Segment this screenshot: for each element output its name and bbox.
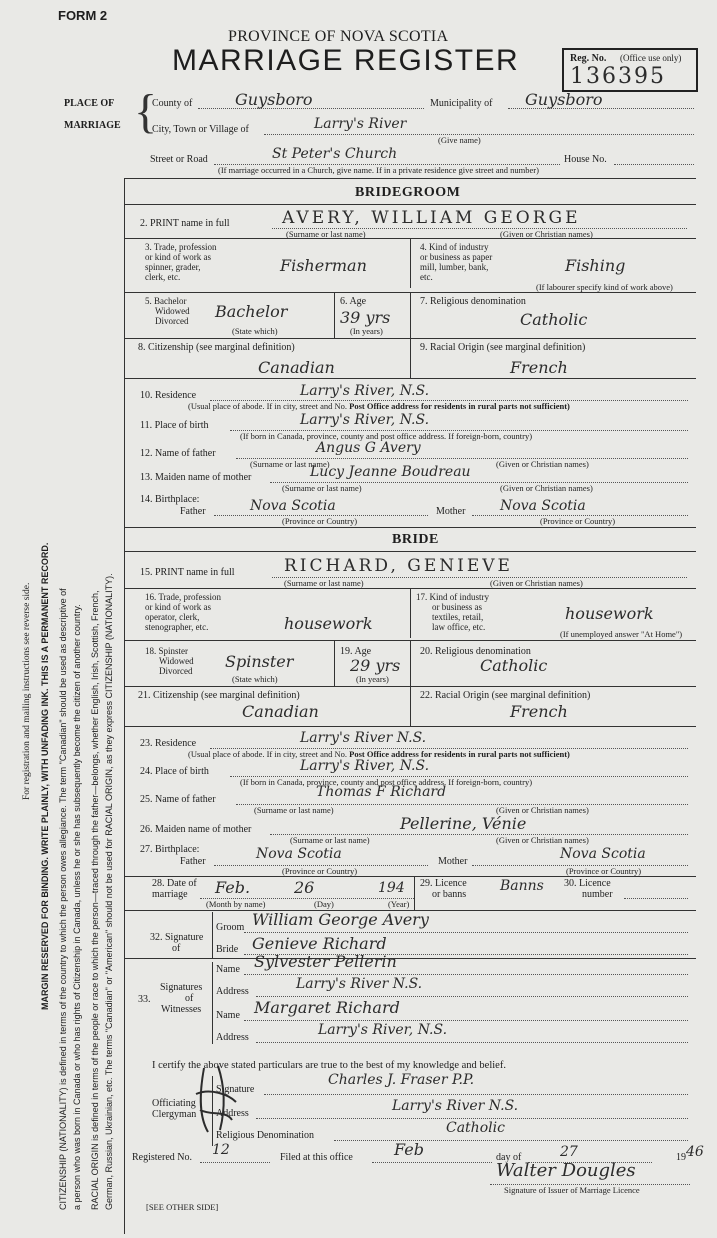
groom-father: Angus G Avery [316, 440, 421, 456]
groom-residence-sub: (Usual place of abode. If in city, street and No. Post Office address for residents in rural parts not sufficient) [188, 401, 570, 411]
bridegroom-heading: BRIDEGROOM [355, 185, 461, 200]
bride-state-which: (State which) [232, 674, 278, 684]
bride-birth-label: 24. Place of birth [140, 766, 209, 777]
marriage-year: 194 [378, 880, 405, 896]
groom-birthplace-label: 14. Birthplace: [140, 494, 200, 505]
bride-name: RICHARD, GENIEVE [284, 556, 513, 576]
bride-surname-sub: (Surname or last name) [284, 578, 364, 588]
groom-mother-bp-label: Mother [436, 506, 466, 517]
bride-father-label: 25. Name of father [140, 794, 216, 805]
bride-racial: French [510, 702, 568, 721]
marriage-month: Feb. [215, 878, 251, 897]
bride-citizenship: Canadian [242, 702, 319, 721]
bride-status: Spinster [225, 652, 294, 671]
county-label: County of [152, 98, 193, 109]
w1-name-label: Name [216, 964, 240, 975]
municipality-value: Guysboro [525, 90, 603, 109]
bride-birth-sub: (If born in Canada, province, county and post office address. If foreign-born, country) [240, 777, 533, 787]
bride-mother-bp: Nova Scotia [560, 846, 646, 862]
groom-residence-label: 10. Residence [140, 390, 197, 401]
street-label: Street or Road [150, 154, 208, 165]
registered-no: 12 [212, 1142, 230, 1158]
clergy-address: Larry's River N.S. [392, 1098, 519, 1114]
groom-print-label: 2. PRINT name in full [140, 218, 230, 229]
groom-citizenship-label: 8. Citizenship (see marginal definition) [138, 342, 295, 353]
groom-father-bp-sub: (Province or Country) [282, 516, 358, 526]
w2-name-label: Name [216, 1010, 240, 1021]
groom-birth-sub: (If born in Canada, province, county and post office address. If foreign-born, country) [240, 431, 533, 441]
bride-mother-bp-sub: (Province or Country) [566, 866, 642, 876]
groom-age-label: 6. Age [340, 296, 367, 307]
signature-label: 32. Signature of [150, 932, 204, 954]
bride-given-sub: (Given or Christian names) [490, 578, 583, 588]
groom-status: Bachelor [215, 302, 288, 321]
margin-line-3: CITIZENSHIP (NATIONALITY) is defined in terms of the country to which the person owes allegiance. The term "Canadian" should be used as descriptive of [58, 588, 68, 1210]
filed-label: Filed at this office [280, 1152, 353, 1163]
witnesses-label: 33. [138, 994, 151, 1005]
bride-religion-label: 20. Religious denomination [420, 646, 531, 657]
municipality-label: Municipality of [430, 98, 493, 109]
street-value: St Peter's Church [272, 146, 398, 162]
marriage-day: 26 [294, 878, 315, 897]
bride-birth: Larry's River, N.S. [300, 758, 430, 774]
groom-mother-surname-sub: (Surname or last name) [282, 483, 362, 493]
groom-mother-label: 13. Maiden name of mother [140, 472, 252, 483]
county-value: Guysboro [235, 90, 313, 109]
bride-signature: Genieve Richard [252, 934, 387, 953]
place-brace: { [134, 85, 158, 138]
filed-day: 27 [560, 1144, 578, 1160]
registered-label: Registered No. [132, 1152, 192, 1163]
bride-mother: Pellerine, Vénie [400, 814, 527, 833]
clergy-address-label: Address [216, 1108, 249, 1119]
bride-in-years: (In years) [356, 674, 389, 684]
groom-industry: Fishing [565, 256, 626, 275]
groom-father-bp-label: Father [180, 506, 206, 517]
day-of-label: day of [496, 1152, 522, 1163]
groom-given-sub: (Given or Christian names) [500, 229, 593, 239]
bride-age-label: 19. Age [340, 646, 372, 657]
groom-sig-label: Groom [216, 922, 245, 933]
reg-no-value: 136395 [570, 64, 666, 89]
bride-father-bp-sub: (Province or Country) [282, 866, 358, 876]
bride-mother-given-sub: (Given or Christian names) [496, 835, 589, 845]
page-title: MARRIAGE REGISTER [172, 44, 520, 77]
filed-year: 46 [686, 1144, 704, 1160]
groom-name: AVERY, WILLIAM GEORGE [282, 208, 581, 228]
groom-religion: Catholic [520, 310, 588, 329]
bride-racial-label: 22. Racial Origin (see marginal definition) [420, 690, 591, 701]
margin-line-2: MARGIN RESERVED FOR BINDING. WRITE PLAINLY, WITH UNFADING INK. THIS IS A PERMANENT RECORD. [40, 542, 50, 1010]
w2-address-label: Address [216, 1032, 249, 1043]
date-label: 28. Date of marriage [152, 878, 197, 900]
witness1-address: Larry's River N.S. [296, 976, 423, 992]
groom-racial-label: 9. Racial Origin (see marginal definition) [420, 342, 586, 353]
margin-line-4: a person who was born in Canada or who has rights of Citizenship in Canada, unless he or she has subsequently become the citizen of another country. [72, 604, 82, 1210]
groom-residence: Larry's River, N.S. [300, 383, 430, 399]
bride-birthplace-label: 27. Birthplace: [140, 844, 200, 855]
groom-mother-bp-sub: (Province or Country) [540, 516, 616, 526]
groom-racial: French [510, 358, 568, 377]
bride-print-label: 15. PRINT name in full [140, 567, 235, 578]
bride-trade: housework [284, 614, 373, 633]
groom-birth: Larry's River, N.S. [300, 412, 430, 428]
groom-mother-bp: Nova Scotia [500, 498, 586, 514]
reg-no-box [562, 48, 698, 92]
groom-birth-label: 11. Place of birth [140, 420, 209, 431]
house-label: House No. [564, 154, 607, 165]
clergy-mark [190, 1060, 242, 1140]
margin-line-1: For registration and mailing instructions see reverse side. [22, 582, 32, 800]
give-name-note: (Give name) [438, 135, 481, 145]
clergy-signature: Charles J. Fraser P.P. [328, 1072, 475, 1088]
groom-citizenship: Canadian [258, 358, 335, 377]
filed-year-prefix: 19 [676, 1152, 686, 1163]
bride-father-bp-label: Father [180, 856, 206, 867]
bride-trade-label: 16. Trade, profession or kind of work as operator, clerk, stenographer, etc. [145, 592, 221, 632]
groom-surname-sub: (Surname or last name) [286, 229, 366, 239]
see-other-side: [SEE OTHER SIDE] [146, 1202, 219, 1212]
groom-father-given-sub: (Given or Christian names) [496, 459, 589, 469]
issuer-label: Signature of Issuer of Marriage Licence [504, 1185, 640, 1195]
bride-status-label: 18. Spinster Widowed Divorced [145, 646, 194, 676]
groom-mother-given-sub: (Given or Christian names) [500, 483, 593, 493]
bride-age: 29 yrs [350, 656, 401, 675]
groom-father-surname-sub: (Surname or last name) [250, 459, 330, 469]
clergy-religion: Catholic [446, 1120, 505, 1136]
groom-father-bp: Nova Scotia [250, 498, 336, 514]
w1-address-label: Address [216, 986, 249, 997]
day-sub: (Day) [314, 899, 334, 909]
bride-father-surname-sub: (Surname or last name) [254, 805, 334, 815]
province-heading: PROVINCE OF NOVA SCOTIA [228, 28, 449, 45]
bride-mother-surname-sub: (Surname or last name) [290, 835, 370, 845]
bride-mother-bp-label: Mother [438, 856, 468, 867]
year-sub: (Year) [388, 899, 410, 909]
issuer-signature: Walter Dougles [496, 1160, 636, 1181]
witness2-address: Larry's River, N.S. [318, 1022, 448, 1038]
city-value: Larry's River [314, 116, 407, 132]
groom-status-label: 5. Bachelor Widowed Divorced [145, 296, 190, 326]
bride-father-bp: Nova Scotia [256, 846, 342, 862]
clergy-sig-label: Signature [216, 1084, 255, 1095]
groom-industry-label: 4. Kind of industry or business as paper mill, lumber, bank, etc. [420, 242, 493, 282]
bride-residence-sub: (Usual place of abode. If in city, street and No. Post Office address for residents in rural parts not sufficient) [188, 749, 570, 759]
bride-religion: Catholic [480, 656, 548, 675]
witnesses-label-text: Signatures of Witnesses [160, 982, 203, 1015]
groom-age: 39 yrs [340, 308, 391, 327]
bride-industry-label: 17. Kind of industry or business as textiles, retail, law office, etc. [416, 592, 489, 632]
groom-religion-label: 7. Religious denomination [420, 296, 526, 307]
margin-line-6: German, Russian, Ukrainian, etc. The terms "Canadian" or "American" should not be used for RACIAL ORIGIN, as they express CITIZENSHIP (NATIONALITY). [104, 573, 114, 1210]
licence-label: 29. Licence or banns [420, 878, 467, 900]
bride-citizenship-label: 21. Citizenship (see marginal definition) [138, 690, 300, 701]
groom-signature: William George Avery [252, 910, 429, 929]
witness2-name: Margaret Richard [254, 998, 400, 1017]
margin-line-5: RACIAL ORIGIN is defined in terms of the people or race to which the person—traced through the father—belongs, whether English, Irish, Scottish, French, [90, 590, 100, 1210]
bride-industry: housework [565, 604, 654, 623]
bride-sig-label: Bride [216, 944, 239, 955]
groom-in-years: (In years) [350, 326, 383, 336]
groom-trade: Fisherman [280, 256, 367, 275]
witness1-name: Sylvester Pellerin [254, 952, 397, 971]
reg-no-note: (Office use only) [620, 53, 682, 63]
licence-value: Banns [500, 878, 544, 894]
bride-heading: BRIDE [392, 532, 439, 547]
marriage-label: MARRIAGE [64, 120, 121, 131]
clergy-religion-label: Religious Denomination [216, 1130, 315, 1141]
street-note: (If marriage occurred in a Church, give name. If in a private residence give street and number) [218, 165, 539, 175]
bride-industry-sub: (If unemployed answer "At Home") [560, 629, 683, 639]
groom-state-which: (State which) [232, 326, 278, 336]
month-sub: (Month by name) [206, 899, 266, 909]
certify-statement: I certify the above stated particulars are true to the best of my knowledge and belief. [152, 1060, 506, 1071]
clergy-label: Officiating Clergyman [152, 1098, 197, 1120]
bride-residence: Larry's River N.S. [300, 730, 427, 746]
reg-no-label: Reg. No. [570, 53, 607, 64]
city-label: City, Town or Village of [152, 124, 249, 135]
groom-industry-sub: (If labourer specify kind of work above) [536, 282, 673, 292]
place-of-label: PLACE OF [64, 98, 115, 109]
bride-father-given-sub: (Given or Christian names) [496, 805, 589, 815]
groom-father-label: 12. Name of father [140, 448, 216, 459]
licence-no-label: 30. Licence number [564, 878, 613, 900]
filed-month: Feb [394, 1140, 424, 1159]
form-number: FORM 2 [58, 8, 108, 23]
groom-mother: Lucy Jeanne Boudreau [310, 464, 471, 480]
bride-residence-label: 23. Residence [140, 738, 197, 749]
bride-father: Thomas F Richard [316, 784, 447, 800]
bride-mother-label: 26. Maiden name of mother [140, 824, 252, 835]
groom-trade-label: 3. Trade, profession or kind of work as spinner, grader, clerk, etc. [145, 242, 217, 282]
